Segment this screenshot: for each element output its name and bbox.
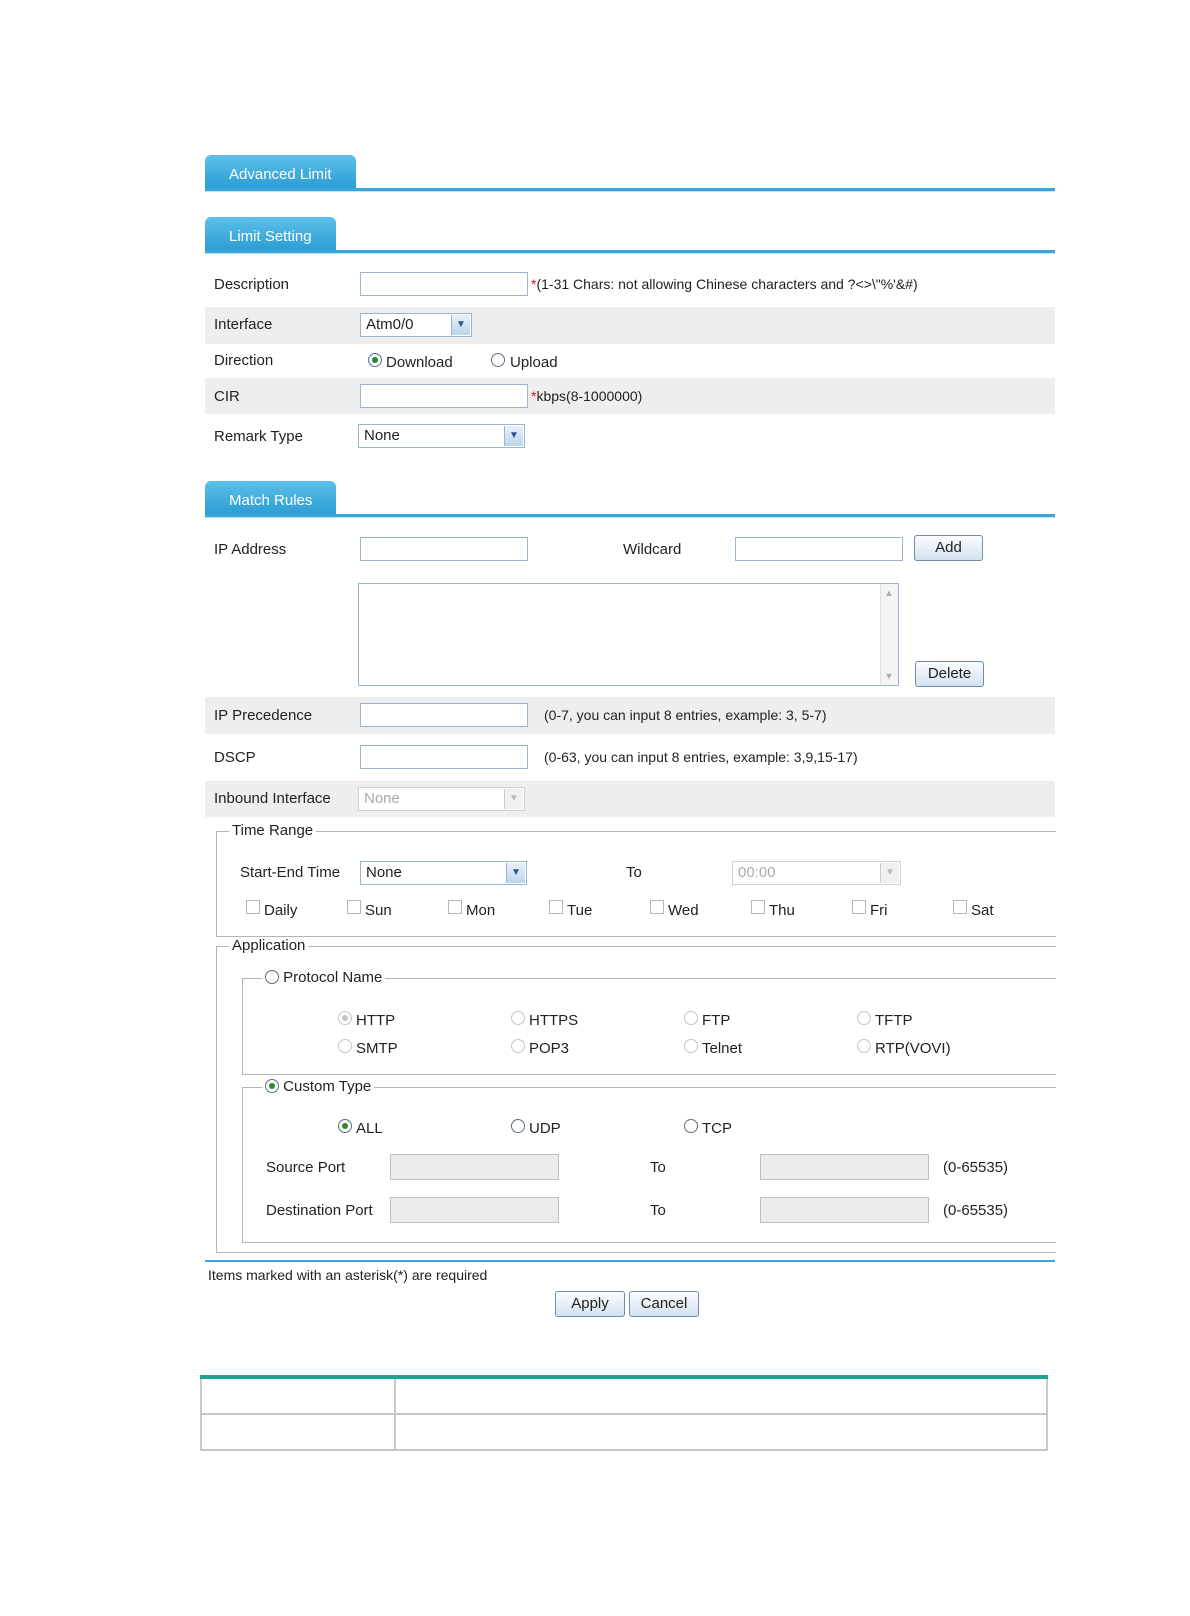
cir-hint: *kbps(8-1000000) — [531, 388, 643, 404]
dscp-hint: (0-63, you can input 8 entries, example: 3,9,15-17) — [544, 749, 858, 765]
remark-type-row — [205, 418, 1055, 454]
dscp-input[interactable] — [360, 745, 528, 769]
direction-row — [205, 345, 1055, 378]
smtp-radio[interactable] — [338, 1039, 352, 1053]
table-row — [200, 1415, 1048, 1451]
start-time-select[interactable]: None ▼ — [360, 861, 527, 885]
dscp-row — [205, 739, 1055, 775]
inbound-interface-label: Inbound Interface — [214, 790, 331, 807]
tcp-radio[interactable] — [684, 1119, 698, 1133]
destination-port-to-label: To — [650, 1202, 666, 1219]
source-port-to-label: To — [650, 1159, 666, 1176]
telnet-radio[interactable] — [684, 1039, 698, 1053]
required-asterisk: * — [531, 276, 537, 292]
destination-port-end-input[interactable] — [760, 1197, 929, 1223]
all-radio[interactable] — [338, 1119, 352, 1133]
wed-label: Wed — [668, 902, 699, 919]
ftp-label: FTP — [702, 1012, 731, 1029]
tab-advanced-limit[interactable]: Advanced Limit — [205, 155, 356, 190]
chevron-down-icon: ▼ — [504, 789, 523, 809]
add-button[interactable]: Add — [914, 535, 983, 561]
description-label: Description — [214, 276, 290, 293]
dscp-label: DSCP — [214, 749, 256, 766]
source-port-label: Source Port — [266, 1159, 346, 1176]
ip-precedence-row — [205, 697, 1055, 734]
smtp-label: SMTP — [356, 1040, 398, 1057]
destination-port-label: Destination Port — [266, 1202, 373, 1219]
chevron-down-icon: ▼ — [451, 315, 470, 335]
start-end-time-label: Start-End Time — [240, 864, 341, 881]
chevron-down-icon: ▼ — [504, 426, 523, 446]
chevron-down-icon: ▼ — [506, 863, 525, 883]
wed-checkbox[interactable] — [650, 900, 664, 914]
udp-label: UDP — [529, 1120, 561, 1137]
delete-button[interactable]: Delete — [915, 661, 984, 687]
mon-label: Mon — [466, 902, 496, 919]
cir-row — [205, 378, 1055, 414]
source-port-end-input[interactable] — [760, 1154, 929, 1180]
limit-setting-tabbar — [205, 217, 1055, 255]
tcp-label: TCP — [702, 1120, 732, 1137]
https-label: HTTPS — [529, 1012, 579, 1029]
pop3-radio[interactable] — [511, 1039, 525, 1053]
all-label: ALL — [356, 1120, 383, 1137]
direction-download-label: Download — [386, 354, 453, 371]
tab-limit-setting: Limit Setting — [205, 217, 336, 252]
table-cell — [202, 1379, 396, 1413]
footer-divider — [205, 1260, 1055, 1262]
interface-select[interactable]: Atm0/0 ▼ — [360, 313, 472, 337]
daily-label: Daily — [264, 902, 298, 919]
time-range-legend: Time Range — [229, 822, 316, 839]
mon-checkbox[interactable] — [448, 900, 462, 914]
custom-type-label: Custom Type — [283, 1078, 372, 1095]
end-time-to-label: To — [626, 864, 642, 881]
sun-checkbox[interactable] — [347, 900, 361, 914]
http-label: HTTP — [356, 1012, 396, 1029]
http-radio[interactable] — [338, 1011, 352, 1025]
table-cell — [202, 1415, 396, 1449]
match-rules-tabbar — [205, 481, 1055, 519]
custom-type-group — [242, 1087, 1056, 1243]
required-note: Items marked with an asterisk(*) are required — [208, 1267, 488, 1283]
tab-match-rules: Match Rules — [205, 481, 336, 516]
source-port-start-input[interactable] — [390, 1154, 559, 1180]
custom-type-radio[interactable] — [265, 1079, 279, 1093]
daily-checkbox[interactable] — [246, 900, 260, 914]
fri-label: Fri — [870, 902, 888, 919]
ip-precedence-input[interactable] — [360, 703, 528, 727]
thu-label: Thu — [769, 902, 795, 919]
direction-upload-radio[interactable] — [491, 353, 505, 367]
description-input[interactable] — [360, 272, 528, 296]
protocol-name-legend — [262, 969, 385, 986]
table-cell — [396, 1379, 1046, 1413]
apply-button[interactable]: Apply — [555, 1291, 625, 1317]
rtp-label: RTP(VOVI) — [875, 1040, 951, 1057]
scroll-down-icon[interactable]: ▼ — [884, 671, 894, 681]
ip-precedence-hint: (0-7, you can input 8 entries, example: 3, 5-7) — [544, 707, 827, 723]
advanced-limit-tabbar — [205, 155, 1055, 193]
tue-checkbox[interactable] — [549, 900, 563, 914]
ip-address-label: IP Address — [214, 541, 287, 558]
rtp-radio[interactable] — [857, 1039, 871, 1053]
description-hint: *(1-31 Chars: not allowing Chinese characters and ?<>\"%'&#) — [531, 276, 918, 292]
time-range-group — [216, 831, 1056, 937]
custom-type-legend — [262, 1078, 374, 1095]
scroll-up-icon[interactable]: ▲ — [884, 588, 894, 598]
protocol-name-radio[interactable] — [265, 970, 279, 984]
wildcard-label: Wildcard — [623, 541, 682, 558]
direction-upload-label: Upload — [510, 354, 558, 371]
ip-precedence-label: IP Precedence — [214, 707, 313, 724]
protocol-name-label: Protocol Name — [283, 969, 383, 986]
ip-address-input[interactable] — [360, 537, 528, 561]
document-table — [200, 1375, 1048, 1451]
thu-checkbox[interactable] — [751, 900, 765, 914]
cir-input[interactable] — [360, 384, 528, 408]
cir-label: CIR — [214, 388, 240, 405]
table-row — [200, 1379, 1048, 1415]
pop3-label: POP3 — [529, 1040, 570, 1057]
interface-label: Interface — [214, 316, 273, 333]
remark-type-label: Remark Type — [214, 428, 303, 445]
sat-checkbox[interactable] — [953, 900, 967, 914]
tftp-radio[interactable] — [857, 1011, 871, 1025]
fri-checkbox[interactable] — [852, 900, 866, 914]
inbound-interface-row — [205, 781, 1055, 817]
wildcard-input[interactable] — [735, 537, 903, 561]
listbox-scrollbar[interactable] — [880, 584, 898, 685]
cancel-button[interactable]: Cancel — [629, 1291, 699, 1317]
interface-row — [205, 307, 1055, 344]
description-row — [205, 267, 1055, 305]
table-cell — [396, 1415, 1046, 1449]
telnet-label: Telnet — [702, 1040, 743, 1057]
tftp-label: TFTP — [875, 1012, 913, 1029]
ip-rule-listbox[interactable] — [358, 583, 899, 686]
udp-radio[interactable] — [511, 1119, 525, 1133]
sat-label: Sat — [971, 902, 994, 919]
sun-label: Sun — [365, 902, 392, 919]
ftp-radio[interactable] — [684, 1011, 698, 1025]
direction-label: Direction — [214, 352, 274, 369]
ip-address-row — [205, 530, 1055, 568]
inbound-interface-select[interactable]: None ▼ — [358, 787, 525, 811]
application-legend: Application — [229, 937, 308, 954]
direction-download-radio[interactable] — [368, 353, 382, 367]
https-radio[interactable] — [511, 1011, 525, 1025]
destination-port-start-input[interactable] — [390, 1197, 559, 1223]
destination-port-range-hint: (0-65535) — [943, 1202, 1009, 1219]
remark-type-select[interactable]: None ▼ — [358, 424, 525, 448]
end-time-select[interactable]: 00:00 ▼ — [732, 861, 901, 885]
tue-label: Tue — [567, 902, 593, 919]
chevron-down-icon: ▼ — [880, 863, 899, 883]
source-port-range-hint: (0-65535) — [943, 1159, 1009, 1176]
